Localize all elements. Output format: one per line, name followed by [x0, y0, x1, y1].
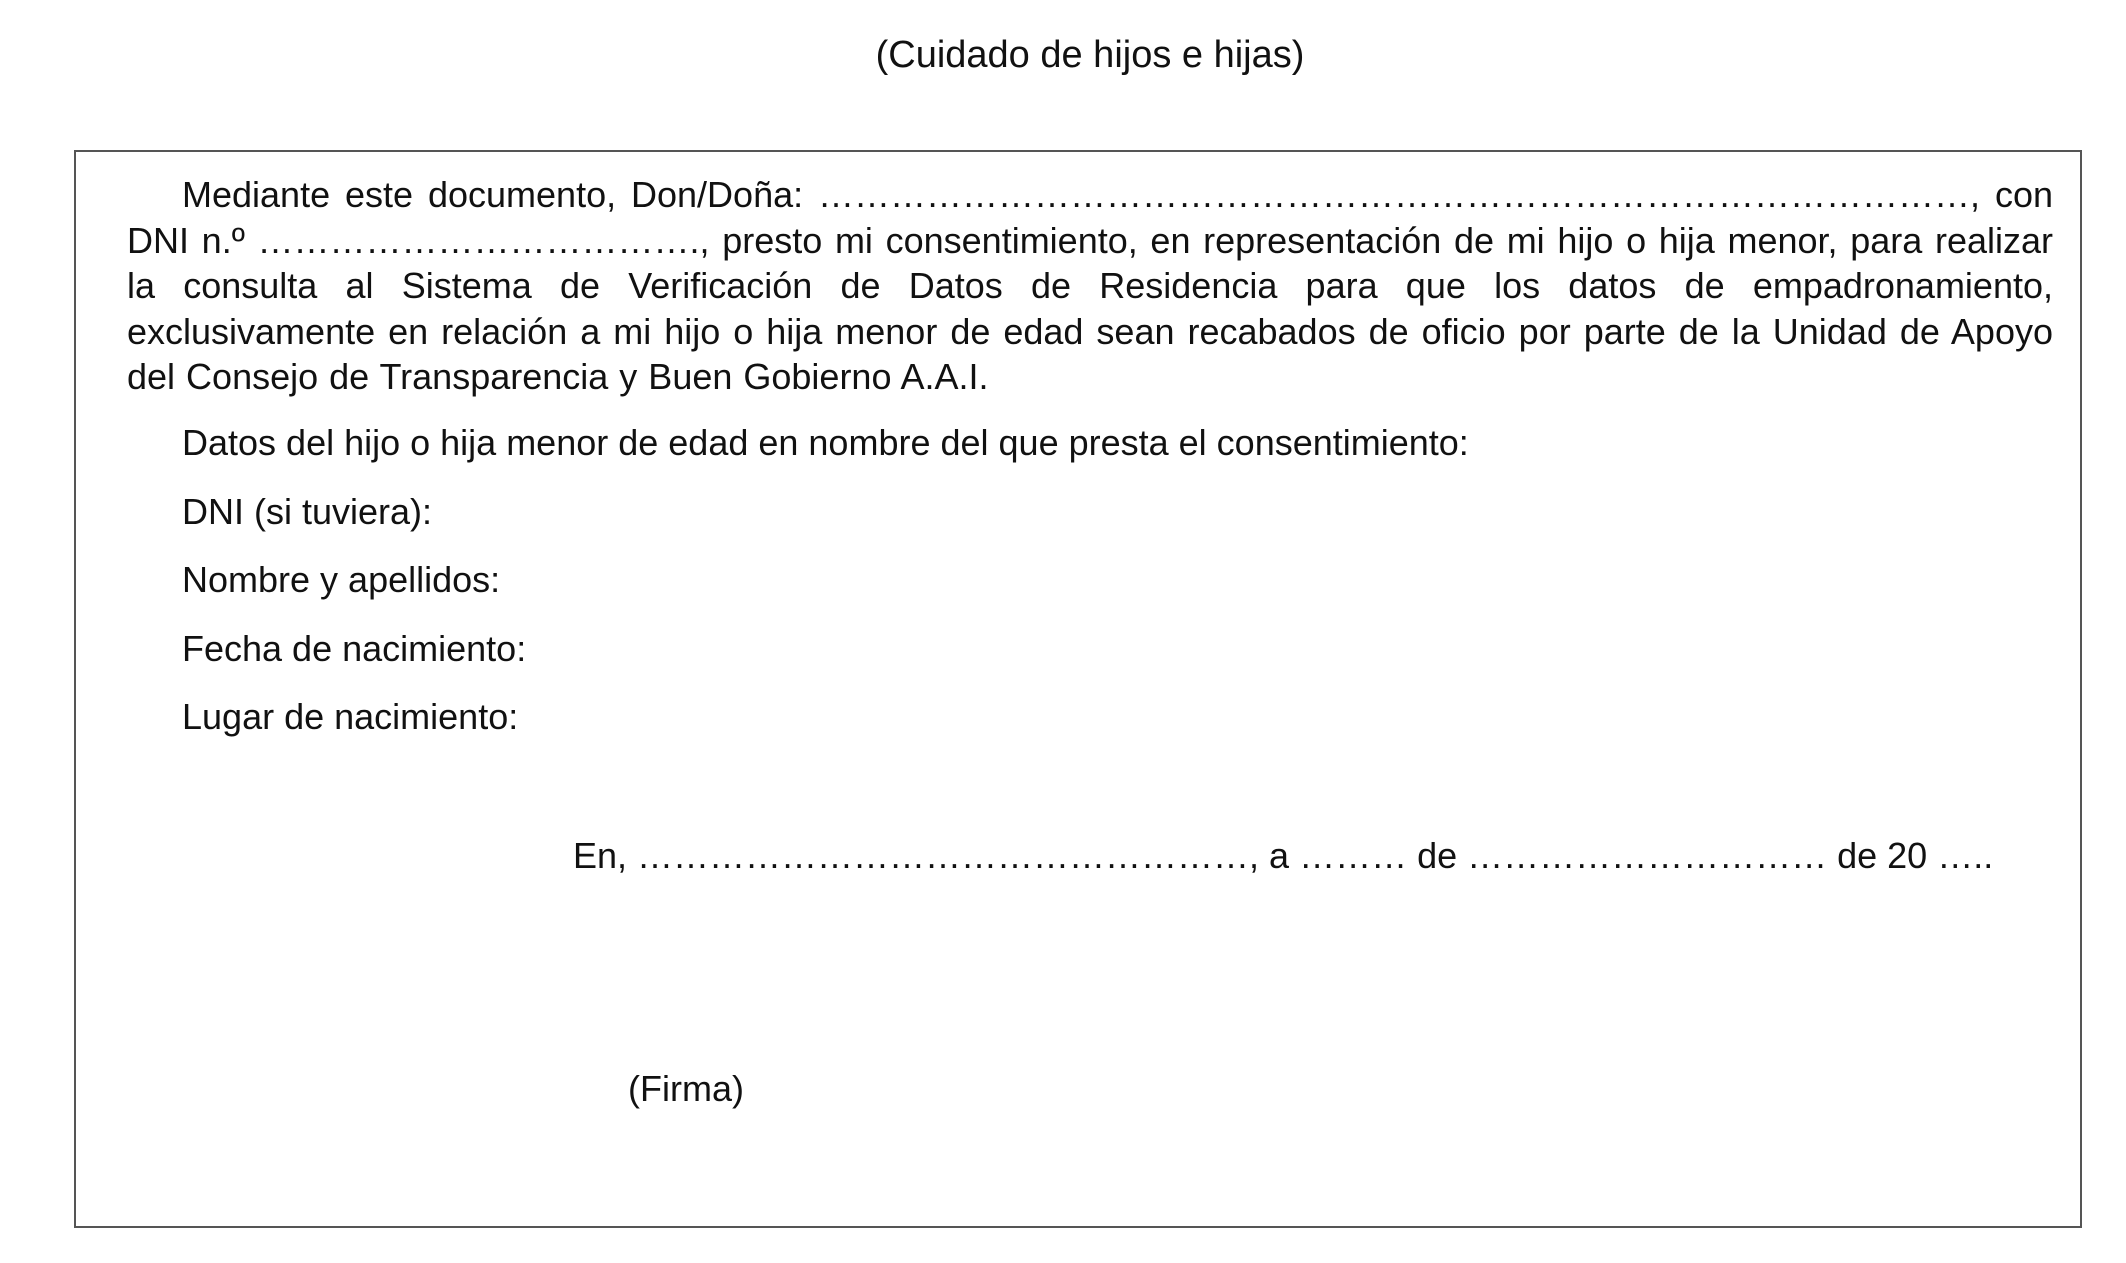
signature-label: (Firma)	[628, 1068, 744, 1109]
consent-form-box	[74, 150, 2082, 1228]
full-name-field-label: Nombre y apellidos:	[182, 559, 501, 600]
dni-field-label: DNI (si tuviera):	[182, 491, 433, 532]
birth-date-field-label: Fecha de nacimiento:	[182, 628, 527, 669]
birth-place-field-label: Lugar de nacimiento:	[182, 696, 519, 737]
place-date-line: En, ……………………………………………, a ……… de ………………………… de 20 …..	[573, 835, 1994, 876]
consent-paragraph: Mediante este documento, Don/Doña: ……………………………………………………………………………………, con DNI n.º ………………………………., presto mi consentimiento, en representación de mi hijo o hija menor, para realizar la consulta al Sistema de Verificación de Datos de Residencia para que los datos de empadronamiento, exclusivamente en relación a mi hijo o hija menor de edad sean recabados de oficio por parte de la Unidad de Apoyo del Consejo de Transparencia y Buen Gobierno A.A.I.	[127, 174, 2053, 397]
document-heading: (Cuidado de hijos e hijas)	[875, 34, 1305, 76]
minor-data-heading: Datos del hijo o hija menor de edad en nombre del que presta el consentimiento:	[182, 422, 1469, 463]
